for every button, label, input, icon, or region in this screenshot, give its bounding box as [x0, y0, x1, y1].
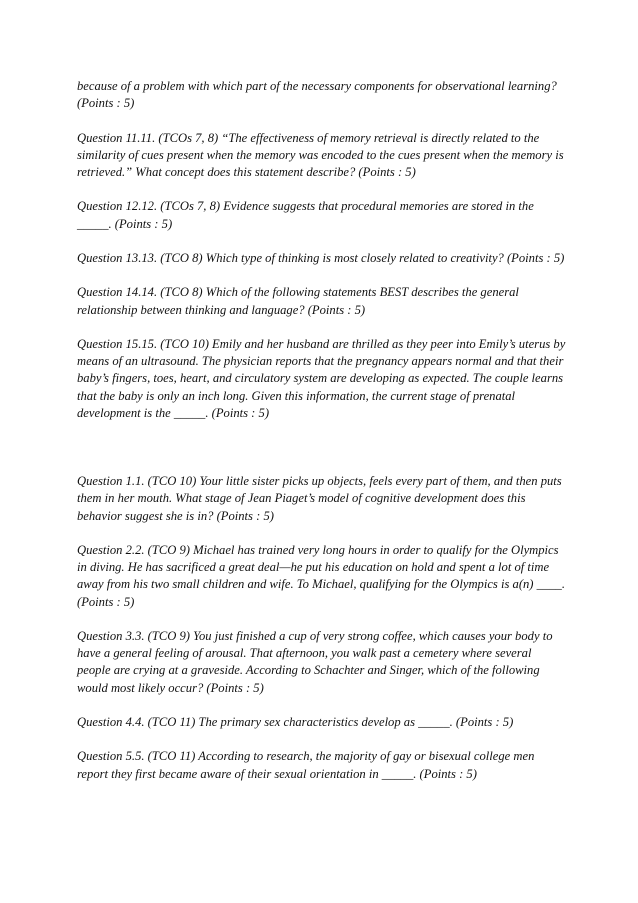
question-5: Question 5.5. (TCO 11) According to research, the majority of gay or bisexual college men report they first became aware of their sexual orientation in _____. (Points : 5)	[77, 749, 535, 781]
question-12: Question 12.12. (TCOs 7, 8) Evidence suggests that procedural memories are stored in the _____. (Points : 5)	[77, 199, 534, 231]
document-body	[77, 78, 567, 800]
question-3: Question 3.3. (TCO 9) You just finished a cup of very strong coffee, which causes your body to have a general feeling of arousal. That afternoon, you walk past a cemetery where several people are crying at a graveside. According to Schachter and Singer, which of the following would most likely occur? (Points : 5)	[77, 628, 553, 695]
section-spacer	[77, 439, 567, 473]
question-15: Question 15.15. (TCO 10) Emily and her husband are thrilled as they peer into Emily’s uterus by means of an ultrasound. The physician reports that the pregnancy appears normal and that their baby’s fingers, toes, heart, and circulatory system are developing as expected. The couple learns that the baby is only an inch long. Given this information, the current stage of prenatal development is the _____. (Points : 5)	[77, 336, 566, 420]
question-13: Question 13.13. (TCO 8) Which type of thinking is most closely related to creativity? (Points : 5)	[77, 250, 565, 265]
question-1: Question 1.1. (TCO 10) Your little sister picks up objects, feels every part of them, and then puts them in her mouth. What stage of Jean Piaget’s model of cognitive development does this behavior suggest she is in? (Points : 5)	[77, 474, 562, 523]
question-14: Question 14.14. (TCO 8) Which of the following statements BEST describes the general relationship between thinking and language? (Points : 5)	[77, 285, 519, 317]
question-2: Question 2.2. (TCO 9) Michael has trained very long hours in order to qualify for the Olympics in diving. He has sacrificed a great deal—he put his education on hold and spent a lot of time away from his two small children and wife. To Michael, qualifying for the Olympics is a(n) ____. (Points : 5)	[77, 542, 565, 609]
question-fragment: because of a problem with which part of the necessary components for observational learning? (Points : 5)	[77, 79, 557, 111]
question-11: Question 11.11. (TCOs 7, 8) “The effectiveness of memory retrieval is directly related to the similarity of cues present when the memory was encoded to the cues present when the memory is retrieved.” What concept does this statement describe? (Points : 5)	[77, 130, 564, 179]
question-4: Question 4.4. (TCO 11) The primary sex characteristics develop as _____. (Points : 5)	[77, 714, 514, 729]
